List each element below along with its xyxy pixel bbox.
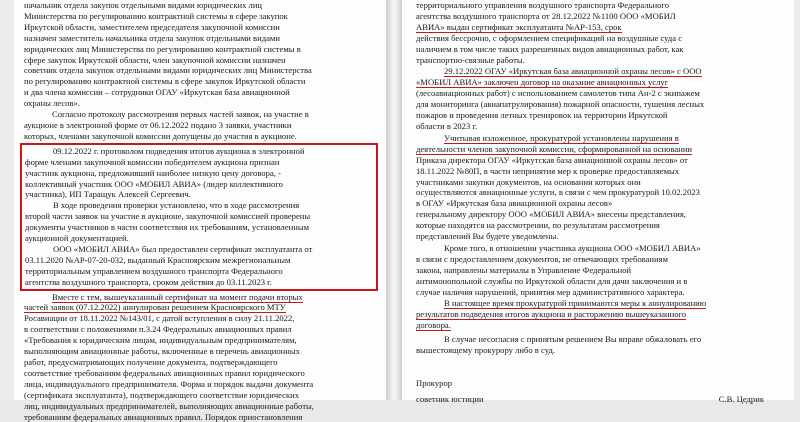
text-line: участниками закупки документов, на основании которых они	[416, 176, 641, 187]
text-line: выполняющим авиационные работы, включенные в перечень авиационных	[24, 346, 300, 357]
text-line: аукционе в электронной форме от 06.12.2022 подано 3 заявки, участники	[24, 119, 292, 130]
text-line: аукционной документацией.	[25, 233, 129, 244]
text-line: коллективный участник ООО «МОБИЛ АВИА» (лидер коллективного	[25, 178, 283, 189]
text-line	[416, 309, 782, 320]
text-line: пожаров и проведения летных тренировок на территории Иркутской	[416, 110, 668, 121]
underlined-text: 29.12.2022 ОГАУ «Иркутская база авиационной охраны лесов» с ООО	[444, 66, 702, 77]
underlined-text: результатов подведения итогов аукциона и расторжению вышеуказанного	[416, 309, 687, 320]
text-line: лиц, индивидуальных предпринимателей, выполняющих авиационные работы,	[24, 400, 314, 411]
text-line: советник отдела закупок отдельными видами юридических лиц Министерства	[24, 65, 312, 76]
text-line: вышестоящему прокурору либо в суд.	[416, 345, 555, 356]
underlined-text: частей заявок (07.12.2022) аннулирован решением Красноярского МТУ	[24, 302, 286, 313]
signature-role-row	[416, 378, 782, 389]
text-line: в связи с предоставлением документов, не отвечающих требованиям	[416, 253, 669, 264]
text-line: Согласно протоколу рассмотрения первых частей заявок, на участие в	[52, 109, 309, 120]
text-line	[416, 144, 782, 155]
right-margin	[794, 0, 800, 400]
paragraph-measures	[416, 298, 782, 331]
signature-name: С.В. Цедрик	[718, 394, 764, 404]
highlight-box-protocol	[20, 143, 378, 291]
text-line: Министерства по регулированию контрактной системы в сфере закупок	[24, 10, 288, 21]
text-line: соответствие требованиям федеральных авиационных правил юридического	[24, 367, 305, 378]
text-line: юридических лиц Министерства по регулированию контрактной системы в	[24, 43, 301, 54]
text-line: области в 2023 г.	[416, 120, 478, 131]
underlined-text: деятельности членов закупочной комиссии, сформированной на основании	[416, 143, 693, 154]
text-line: осуществляются авиационные услуги, в связи с чем прокуратурой 10.02.2023	[416, 187, 700, 198]
underlined-text: «МОБИЛ АВИА» заключен договор на оказание авиационных услуг	[416, 77, 669, 88]
paragraph-commission	[24, 0, 374, 109]
text-line: лица, индивидуального предпринимателя. Форма и порядок выдачи документа	[24, 378, 314, 389]
text-line: генеральному директору ООО «МОБИЛ АВИА» внесены представления,	[416, 209, 686, 220]
text-line: территориального управления воздушного транспорта Федерального	[416, 0, 670, 10]
underlined-text: АВИА» выдан сертификат эксплуатанта №АР-153, срок	[416, 21, 622, 32]
text-line: транспортно-связные работы.	[416, 54, 525, 65]
text-line: (сертификата эксплуатанта), подтверждающего соответствие юридических	[24, 389, 300, 400]
underlined-text: В настоящее время прокуратурой принимаются меры к аннулированию	[444, 298, 707, 309]
signature-title: советник юстиции	[416, 394, 484, 404]
underlined-text: договора.	[416, 320, 451, 331]
text-line: действия бессрочно, с оформлением спецификаций на воздушные суда с	[416, 32, 683, 43]
text-line: Иркутской области, заместителем председателя закупочной комиссии	[24, 21, 280, 32]
text-line: антимонопольной службы по Иркутской области для дачи заключения и в	[416, 275, 688, 286]
text-line: работ, предусматривающих получение документа, подтверждающего	[24, 357, 278, 367]
text-line: в соответствии с положениями п.3.24 Федеральных авиационных правил	[24, 324, 292, 335]
text-line: В ходе проведения проверки установлено, что в ходе рассмотрения	[53, 200, 300, 211]
text-line: назначен заместитель начальника отдела закупок отдельными видами	[24, 32, 280, 43]
text-line: 03.11.2020 №АР-07-20-032, выданный Красноярским межрегиональным	[25, 254, 291, 265]
paragraph-protocol	[24, 109, 374, 142]
document-page-right	[402, 0, 794, 404]
signature-role: Прокурор	[416, 378, 453, 388]
paragraph-contract	[416, 66, 782, 131]
text-line: которые находятся на рассмотрении, по результатам рассмотрения	[416, 220, 660, 231]
text-line: В случае несогласия с принятым решением Вы вправе обжаловать его	[444, 334, 702, 345]
text-line: для мониторинга (авиапатрулирования) пожарной опасности, тушения лесных	[416, 99, 705, 110]
text-line: Приказа директора ОГАУ «Иркутская база авиационной охраны лесов» от	[416, 154, 688, 165]
text-line	[24, 302, 374, 313]
page-gutter	[386, 0, 402, 400]
text-line: участника), ИП Таращук Алексей Сергеевич.	[25, 189, 191, 200]
signature-title-row	[416, 394, 782, 405]
text-line: сфере закупок Иркутской области, член закупочной комиссии назначен	[24, 54, 286, 65]
text-line: агентства воздушного транспорта, сроком действия до 03.11.2023 г.	[25, 276, 272, 287]
text-line: территориальным управлением воздушного транспорта Федерального	[25, 265, 283, 276]
left-margin	[0, 0, 14, 400]
text-line: представлений Вы будете уведомлены.	[416, 231, 559, 242]
underlined-text: Вместе с тем, вышеуказанный сертификат на момент подачи вторых	[52, 291, 303, 302]
text-line: наличием в том числе таких разрешенных видов авиационных работ, как	[416, 43, 684, 54]
text-line: второй части заявок на участие в аукционе, закупочной комиссией проверены	[25, 211, 311, 222]
text-line: агентства воздушного транспорта от 28.12.2022 №1100 ООО «МОБИЛ	[416, 10, 676, 21]
text-line: в ОГАУ «Иркутская база авиационной охраны лесов»	[416, 198, 613, 209]
text-line: которых, членами закупочной комиссии допущены до участия в аукционе.	[24, 130, 297, 141]
text-line: по регулированию контрактной системы в сфере закупок Иркутской области	[24, 76, 306, 87]
paragraph-appeal	[416, 334, 782, 356]
text-line	[416, 22, 782, 33]
text-line: начальник отдела закупок отдельными видами юридических лиц	[24, 0, 263, 10]
text-line	[416, 320, 782, 331]
text-line: охраны лесов».	[24, 98, 80, 109]
paragraph-antimonopoly	[416, 243, 782, 298]
document-page-left	[14, 0, 386, 422]
text-line: (лесоавиационных работ) с использованием самолетов типа Ан-2 с экипажем	[416, 88, 700, 99]
text-line: ООО «МОБИЛ АВИА» был предоставлен сертификат эксплуатанта от	[53, 243, 313, 254]
text-line	[416, 66, 782, 77]
text-line: форме членами закупочной комиссии победителем аукциона признан	[25, 156, 280, 167]
paragraph-violations	[416, 133, 782, 242]
text-line: 18.11.2022 №80П, в части непринятия мер к проверке предоставляемых	[416, 165, 680, 176]
underlined-text: Учитывая изложенное, прокуратурой установлены нарушения в	[444, 132, 679, 143]
text-line: и два члена комиссии – сотрудники ОГАУ «Иркутская база авиационной	[24, 87, 290, 98]
text-line: Кроме того, в отношении участника аукциона ООО «МОБИЛ АВИА»	[444, 242, 701, 253]
paragraph-certificate	[24, 292, 374, 422]
text-line: Росавиации от 18.11.2022 №143/01, с датой вступления в силу 21.11.2022,	[24, 313, 295, 324]
text-line	[416, 298, 782, 309]
text-line: документы участников в части соответствия их требованиям, установленным	[25, 222, 310, 233]
text-line: 09.12.2022 г. протоколом подведения итогов аукциона в электронной	[53, 145, 305, 156]
text-line	[416, 133, 782, 144]
signature-block	[416, 378, 782, 405]
text-line: участник аукциона, предложивший наиболее низкую цену договора, -	[25, 167, 281, 178]
paragraph-new-certificate	[416, 0, 782, 65]
text-line: требованиям федеральных авиационных правил. Порядок приостановления	[24, 411, 303, 422]
text-line: «Требования к юридическим лицам, индивидуальным предпринимателям,	[24, 335, 297, 346]
text-line: случае наличия нарушений, принятия мер административного характера.	[416, 286, 685, 297]
text-line	[416, 77, 782, 88]
text-line: закона, направлены материалы в Управление Федеральной	[416, 264, 632, 275]
text-line	[24, 292, 374, 303]
